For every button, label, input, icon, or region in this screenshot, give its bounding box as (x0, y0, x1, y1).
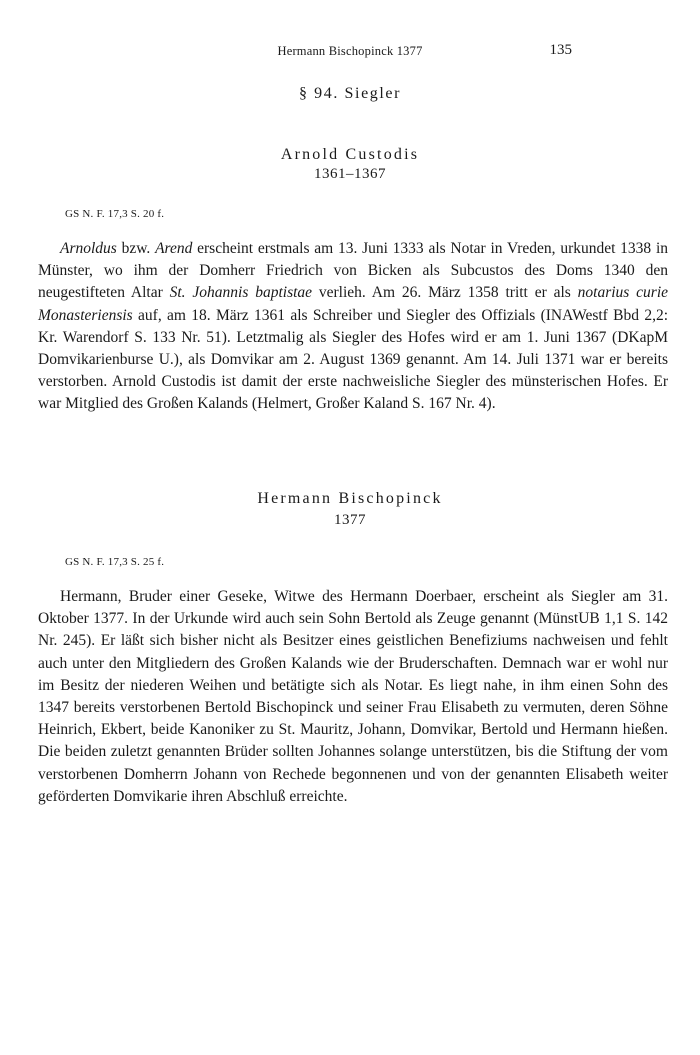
entry-years: 1377 (334, 512, 366, 528)
page-number: 135 (549, 42, 572, 58)
entry-name: Arnold Custodis (280, 146, 420, 163)
entry-paragraph (38, 238, 668, 416)
italic-term: St. Johannis baptistae (169, 284, 313, 302)
entry-reference: GS N. F. 17,3 S. 25 f. (65, 556, 165, 568)
paragraph-text: auf, am 18. März 1361 als Schreiber und Siegler des Offizials (INAWestf Bbd 2,2: Kr. Warendorf S. 133 Nr. 51). Letztmalig als Siegler des Hofes wird er am 1. Juni 1367 (DKapM Domvikarienburse U.), als Domvikar am 2. August 1369 genannt. Am 14. Juli 1371 war er bereits verstorben. Arnold Custodis ist damit der erste nachweisliche Siegler des münsterischen Hofes. Er war Mitglied des Großen Kalands (Helmert, Großer Kaland S. 167 Nr. 4). (38, 306, 668, 413)
entry-paragraph (38, 586, 668, 808)
running-head (0, 44, 700, 64)
italic-term: notarius curie Monasteriensis (38, 284, 669, 324)
entry-name: Hermann Bischopinck (257, 490, 443, 507)
paragraph-text: erscheint erstmals am 13. Juni 1333 als Notar in Vreden, urkundet 1338 in Münster, wo ihm der Domherr Friedrich von Bicken als Subcustos des Doms 1340 den neugestifteten Altar (38, 240, 668, 302)
paragraph-text: Hermann, Bruder einer Geseke, Witwe des Hermann Doerbaer, erscheint als Siegler am 31. Oktober 1377. In der Urkunde wird auch sein Sohn Bertold als Zeuge genannt (MünstUB 1,1 S. 142 Nr. 245). Er läßt sich bisher nicht als Besitzer eines geistlichen Benefiziums nachweisen und fehlt auch unter den Mitgliedern des Großen Kalands wie der Bruderschaften. Demnach war er wohl nur im Besitz der niederen Weihen und betätigte sich als Notar. Es liegt nahe, in ihm einen Sohn des 1347 bereits verstorbenen Bertold Bischopinck und seiner Frau Elisabeth zu vermuten, deren Söhne Heinrich, Ekbert, beide Kanoniker zu St. Mauritz, Johann, Domvikar, Bertold und Hermann hießen. Die beiden zuletzt genannten Brüder sollten Johannes solange unterstützen, bis die Stiftung der vom verstorbenen Domherrn Johann von Rechede begonnenen und von der genannten Elisabeth weiter geförderten Domvikarie ihren Abschluß erreichte. (38, 588, 668, 805)
paragraph-text: bzw. (116, 240, 156, 257)
italic-term: Arend (155, 240, 193, 257)
entry-reference: GS N. F. 17,3 S. 20 f. (65, 208, 165, 220)
running-title: Hermann Bischopinck 1377 (277, 44, 423, 58)
section-heading: § 94. Siegler (298, 85, 402, 102)
entry-years: 1361–1367 (314, 166, 386, 182)
italic-term: Arnoldus (60, 240, 117, 257)
paragraph-text: verlieh. Am 26. März 1358 tritt er als (312, 284, 578, 302)
